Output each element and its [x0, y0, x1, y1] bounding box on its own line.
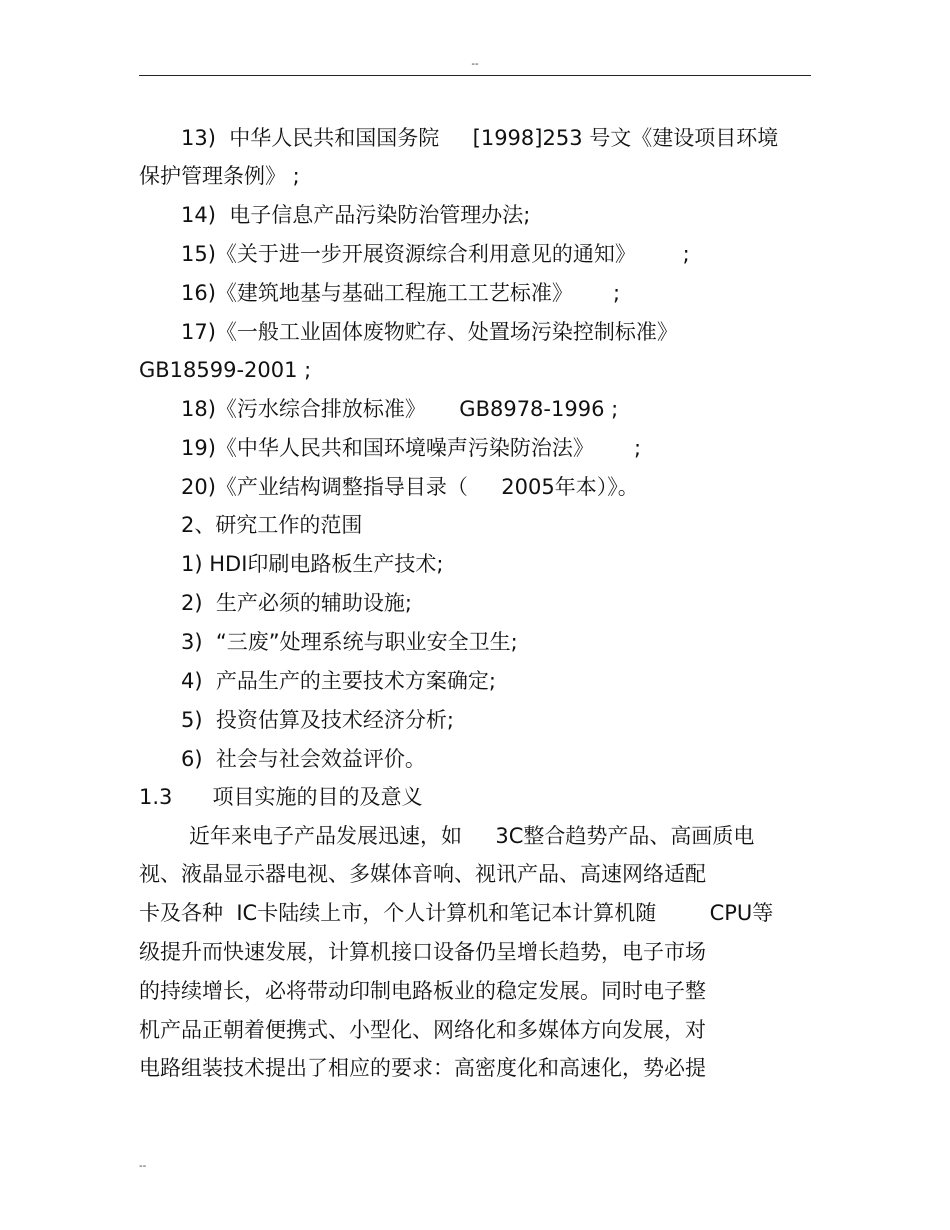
- header-rule: [139, 75, 811, 76]
- scope-item-3: 3) “三废”处理系统与职业安全卫生;: [181, 630, 518, 654]
- section-heading-research-scope: 2、研究工作的范围: [181, 513, 363, 537]
- list-item-15: 15)《关于进一步开展资源综合利用意见的通知》 ;: [181, 242, 690, 266]
- list-item-20: 20)《产业结构调整指导目录（ 2005年本）》。: [181, 475, 639, 499]
- paragraph-line-7: 电路组装技术提出了相应的要求：高密度化和高速化，势必提: [139, 1056, 706, 1080]
- paragraph-line-5: 的持续增长，必将带动印制电路板业的稳定发展。同时电子整: [139, 979, 706, 1003]
- scope-item-4: 4) 产品生产的主要技术方案确定;: [181, 669, 496, 693]
- list-item-13: 13) 中华人民共和国国务院 [1998]253 号文《建设项目环境: [181, 126, 779, 150]
- page-header-mark: --: [471, 58, 479, 70]
- paragraph-line-6: 机产品正朝着便携式、小型化、网络化和多媒体方向发展，对: [139, 1018, 706, 1042]
- list-item-17: 17)《一般工业固体废物贮存、处置场污染控制标准》: [181, 320, 678, 344]
- paragraph-line-4: 级提升而快速发展，计算机接口设备仍呈增长趋势，电子市场: [139, 940, 706, 964]
- list-item-18: 18)《污水综合排放标准》 GB8978-1996 ;: [181, 397, 619, 421]
- section-heading-1-3: 1.3 项目实施的目的及意义: [139, 785, 423, 809]
- list-item-13-continuation: 保护管理条例》 ;: [139, 164, 300, 188]
- scope-item-6: 6) 社会与社会效益评价。: [181, 747, 426, 771]
- list-item-14: 14) 电子信息产品污染防治管理办法;: [181, 203, 531, 227]
- scope-item-1: 1) HDI印刷电路板生产技术;: [181, 552, 444, 576]
- scope-item-5: 5) 投资估算及技术经济分析;: [181, 708, 454, 732]
- list-item-16: 16)《建筑地基与基础工程施工工艺标准》 ;: [181, 281, 621, 305]
- scope-item-2: 2) 生产必须的辅助设施;: [181, 591, 412, 615]
- page-footer-mark: --: [139, 1160, 147, 1172]
- paragraph-line-3: 卡及各种 IC卡陆续上市，个人计算机和笔记本计算机随 CPU等: [139, 901, 774, 925]
- list-item-17-continuation: GB18599-2001 ;: [139, 358, 312, 382]
- list-item-19: 19)《中华人民共和国环境噪声污染防治法》 ;: [181, 436, 642, 460]
- paragraph-line-1: 近年来电子产品发展迅速，如 3C整合趋势产品、高画质电: [189, 824, 755, 848]
- paragraph-line-2: 视、液晶显示器电视、多媒体音响、视讯产品、高速网络适配: [139, 862, 706, 886]
